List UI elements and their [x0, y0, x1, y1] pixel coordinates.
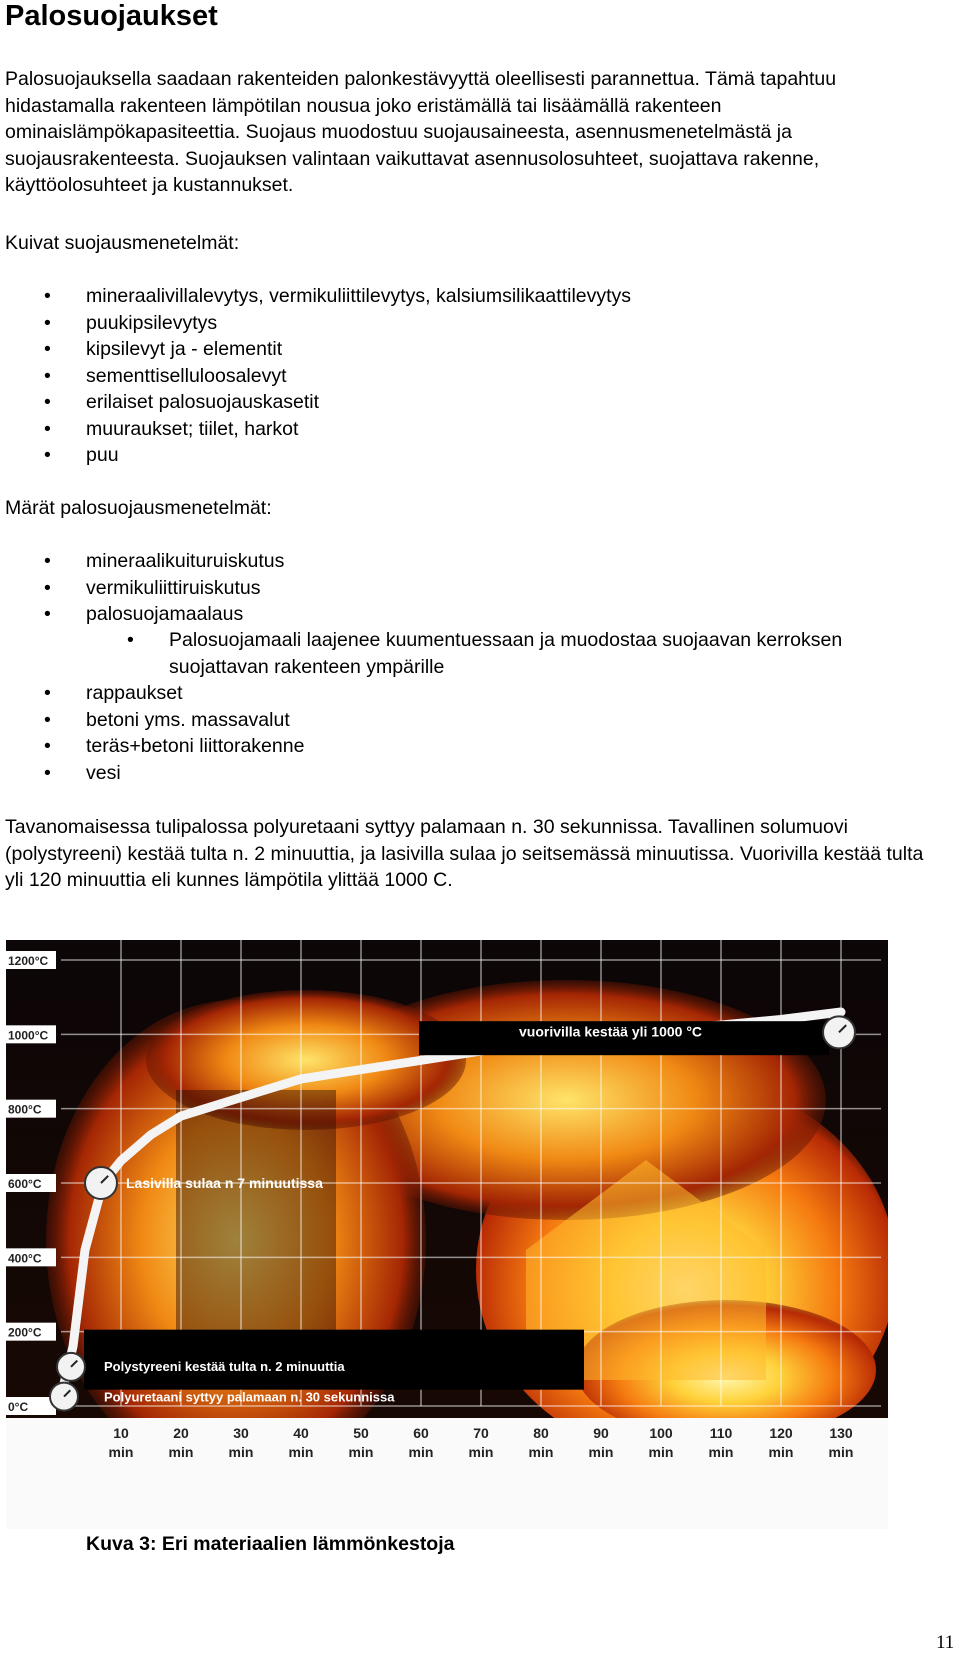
- list-item: • vesi: [0, 760, 304, 787]
- x-tick-label: 80: [533, 1425, 549, 1441]
- list-item: • rappaukset: [0, 680, 304, 707]
- intro-paragraph: Palosuojauksella saadaan rakenteiden palonkestävyyttä oleellisesti parannettua. Tämä tapahtuu hidastamalla rakenteen lämpötilan nousua joko eristämällä tai lisäämällä rakenteen ominaislämpökapasiteettia. Suojaus muodostuu suojausaineesta, asennusmenetelmästä ja suojausrakenteesta. Suojauksen valintaan vaikuttavat asennusolosuhteet, suojattava rakenne, käyttöolosuhteet ja kustannukset.: [5, 68, 837, 196]
- y-tick-label: 200°C: [8, 1325, 42, 1340]
- list-item: • erilaiset palosuojauskasetit: [0, 389, 631, 416]
- x-tick-unit: min: [288, 1444, 314, 1460]
- dry-methods-label: Kuivat suojausmenetelmät:: [5, 232, 240, 254]
- x-tick-unit: min: [108, 1444, 134, 1460]
- x-tick-unit: min: [528, 1444, 554, 1460]
- x-tick-unit: min: [408, 1444, 434, 1460]
- x-tick-unit: min: [648, 1444, 674, 1460]
- y-tick-label: 1200°C: [8, 954, 49, 968]
- page-number: 11: [936, 1632, 955, 1653]
- wet-methods-list-b: [0, 680, 304, 786]
- x-tick-label: 20: [173, 1425, 189, 1441]
- x-tick-label: 10: [113, 1425, 129, 1441]
- x-tick-unit: min: [468, 1444, 494, 1460]
- fire-chart: [6, 940, 888, 1529]
- wet-methods-label: Märät palosuojausmenetelmät:: [5, 497, 272, 519]
- x-tick-unit: min: [228, 1444, 254, 1460]
- closing-paragraph: Tavanomaisessa tulipalossa polyuretaani syttyy palamaan n. 30 sekunnissa. Tavallinen solumuovi (polystyreeni) kestää tulta n. 2 minuuttia, ja lasivilla sulaa jo seitsemässä minuutissa. Vuorivilla kestää tulta yli 120 minuuttia eli kunnes lämpötila ylittää 1000 C.: [5, 816, 924, 891]
- list-item: • Palosuojamaali laajenee kuumentuessaan ja muodostaa suojaavan kerroksen suojattavan rakenteen ympärille: [0, 627, 869, 680]
- list-item: • betoni yms. massavalut: [0, 707, 304, 734]
- y-tick-label: 600°C: [8, 1177, 42, 1191]
- list-item: • teräs+betoni liittorakenne: [0, 733, 304, 760]
- x-tick-label: 100: [649, 1425, 673, 1441]
- annotation-label: Polyuretaani syttyy palamaan n. 30 sekunnissa: [104, 1389, 395, 1405]
- y-tick-label: 400°C: [8, 1251, 42, 1266]
- house-silhouette: [176, 1090, 336, 1370]
- figure-bottom-band: [6, 1418, 888, 1529]
- y-tick-label: 0°C: [8, 1400, 29, 1414]
- x-tick-label: 60: [413, 1425, 429, 1441]
- list-item: • puukipsilevytys: [0, 310, 631, 337]
- list-item: • mineraalikuituruiskutus: [0, 548, 284, 575]
- figure-caption: Kuva 3: Eri materiaalien lämmönkestoja: [86, 1533, 455, 1555]
- stopwatch-icon: [823, 1016, 855, 1048]
- x-tick-label: 50: [353, 1425, 369, 1441]
- x-tick-label: 30: [233, 1425, 249, 1441]
- annotation-label: Lasivilla sulaa n 7 minuutissa: [126, 1175, 323, 1191]
- x-tick-label: 120: [769, 1425, 793, 1441]
- x-tick-unit: min: [168, 1444, 194, 1460]
- stopwatch-icon: [57, 1353, 85, 1381]
- x-tick-unit: min: [348, 1444, 374, 1460]
- y-tick-label: 1000°C: [8, 1028, 49, 1043]
- x-tick-label: 90: [593, 1425, 609, 1441]
- x-tick-label: 70: [473, 1425, 489, 1441]
- wet-methods-list-a: [0, 548, 284, 628]
- x-tick-unit: min: [828, 1444, 854, 1460]
- list-item: • mineraalivillalevytys, vermikuliittilevytys, kalsiumsilikaattilevytys: [0, 283, 631, 310]
- x-tick-label: 130: [829, 1425, 853, 1441]
- annotation-label: vuorivilla kestää yli 1000 °C: [519, 1023, 703, 1040]
- list-item: • muuraukset; tiilet, harkot: [0, 416, 631, 443]
- list-item: • kipsilevyt ja - elementit: [0, 336, 631, 363]
- annotation-label: Polystyreeni kestää tulta n. 2 minuuttia: [104, 1358, 345, 1374]
- list-item: • sementtiselluloosalevyt: [0, 363, 631, 390]
- page-title: Palosuojaukset: [5, 0, 218, 32]
- x-tick-unit: min: [708, 1444, 734, 1460]
- y-tick-label: 800°C: [8, 1102, 42, 1117]
- dry-methods-list: [0, 283, 631, 469]
- x-tick-unit: min: [588, 1444, 614, 1460]
- list-item: • vermikuliittiruiskutus: [0, 575, 284, 602]
- list-item: • palosuojamaalaus: [0, 601, 284, 628]
- list-item: • puu: [0, 442, 631, 469]
- x-tick-label: 110: [709, 1425, 733, 1441]
- x-tick-unit: min: [768, 1444, 794, 1460]
- x-tick-label: 40: [293, 1425, 309, 1441]
- wet-methods-sublist: [0, 627, 869, 680]
- fire-resistance-figure: [6, 940, 888, 1529]
